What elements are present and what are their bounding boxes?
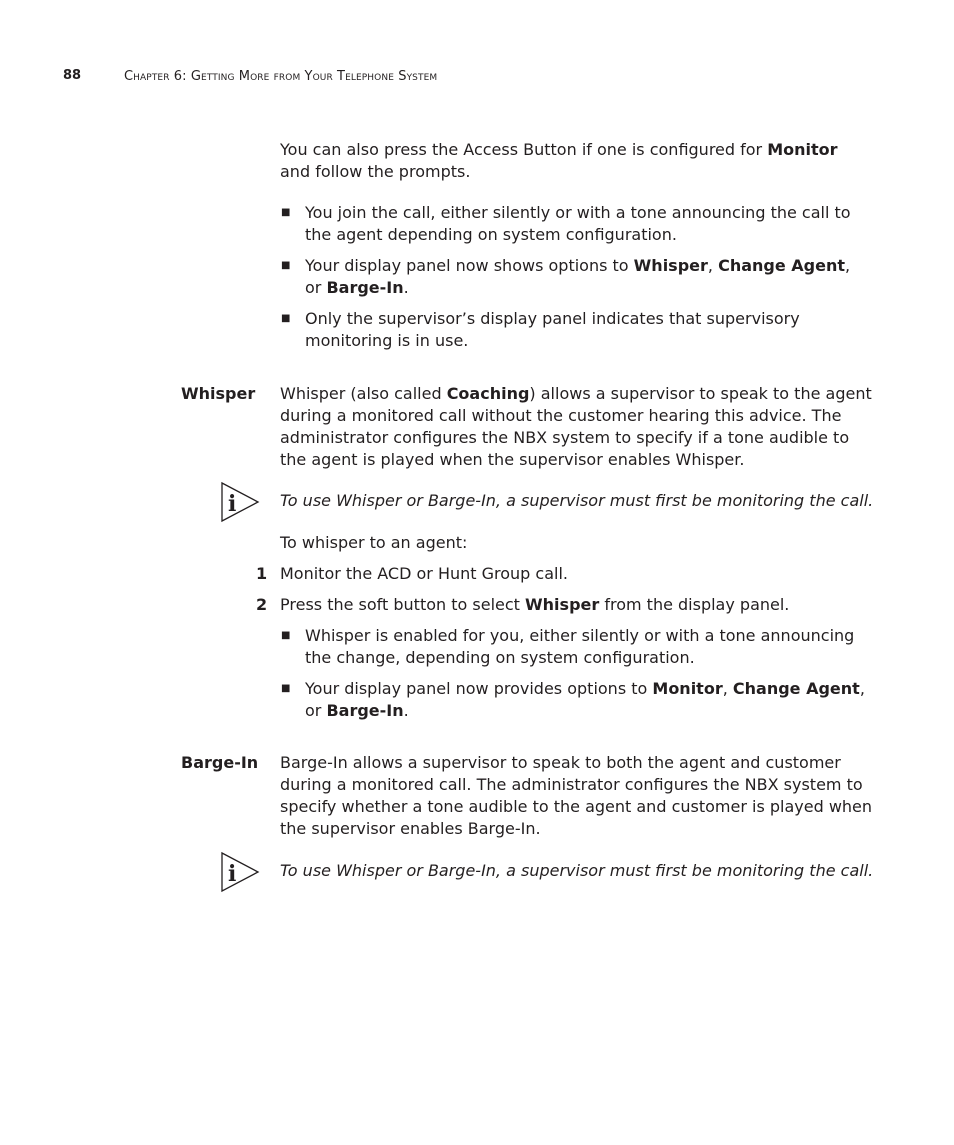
option-change-agent: Change Agent — [732, 679, 860, 698]
step-number: 1 — [256, 564, 268, 583]
list-item-text: or — [305, 278, 327, 297]
paragraph-line: specify whether a tone audible to the agent and customer is played when — [280, 797, 873, 816]
page-number: 88 — [63, 68, 82, 83]
separator: , — [859, 679, 865, 698]
paragraph-text: Whisper (also called — [280, 384, 447, 403]
option-barge-in: Barge-In — [326, 278, 404, 297]
separator: , — [707, 256, 719, 275]
section-heading-barge-in: Barge-In — [181, 753, 259, 772]
info-icon — [219, 851, 261, 893]
intro-bold-monitor: Monitor — [767, 140, 838, 159]
list-item — [305, 678, 875, 722]
list-item-text: or — [305, 701, 327, 720]
paragraph-line: during a monitored call without the customer hearing this advice. The — [280, 406, 842, 425]
note-text: To use Whisper or Barge-In, a supervisor must first be monitoring the call. — [280, 491, 874, 510]
separator: , — [722, 679, 733, 698]
list-item-text: Your display panel now provides options to — [305, 679, 653, 698]
paragraph-line: Barge-In allows a supervisor to speak to both the agent and customer — [280, 753, 841, 772]
paragraph-text: ) allows a supervisor to speak to the agent — [529, 384, 872, 403]
chapter-title: Chapter 6: Getting More from Your Telephone System — [124, 69, 438, 84]
list-item — [305, 308, 875, 352]
paragraph-line: the supervisor enables Barge-In. — [280, 819, 541, 838]
list-item-line: the change, depending on system configuration. — [305, 648, 695, 667]
option-barge-in: Barge-In — [326, 701, 404, 720]
steps-intro: To whisper to an agent: — [280, 533, 468, 552]
paragraph-line: during a monitored call. The administrator configures the NBX system to — [280, 775, 863, 794]
svg-text:i: i — [228, 491, 237, 517]
intro-text: You can also press the Access Button if one is configured for — [280, 140, 768, 159]
period: . — [403, 701, 409, 720]
paragraph-line: administrator configures the NBX system to specify if a tone audible to — [280, 428, 850, 447]
step-text: Monitor the ACD or Hunt Group call. — [280, 564, 568, 583]
bullet-marker: ■ — [281, 630, 291, 641]
term-coaching: Coaching — [446, 384, 530, 403]
list-item — [305, 255, 875, 299]
step-text-part: Press the soft button to select — [280, 595, 526, 614]
list-item-line: Only the supervisor’s display panel indicates that supervisory — [305, 309, 800, 328]
bullet-marker: ■ — [281, 207, 291, 218]
option-change-agent: Change Agent — [718, 256, 845, 275]
list-item-line: monitoring is in use. — [305, 331, 469, 350]
step-text-part: from the display panel. — [599, 595, 790, 614]
intro-text-2: and follow the prompts. — [280, 162, 471, 181]
step-text — [280, 594, 880, 616]
bullet-marker: ■ — [281, 260, 291, 271]
separator: , — [845, 256, 851, 275]
list-item-line: Whisper is enabled for you, either silently or with a tone announcing — [305, 626, 855, 645]
note-text: To use Whisper or Barge-In, a supervisor must first be monitoring the call. — [280, 861, 874, 880]
paragraph-line: the agent is played when the supervisor enables Whisper. — [280, 450, 745, 469]
option-whisper: Whisper — [633, 256, 708, 275]
barge-in-paragraph — [280, 752, 880, 840]
intro-paragraph — [280, 139, 880, 183]
option-monitor: Monitor — [652, 679, 723, 698]
list-item-line: You join the call, either silently or with a tone announcing the call to — [305, 203, 851, 222]
bullet-marker: ■ — [281, 683, 291, 694]
list-item — [305, 202, 875, 246]
svg-text:i: i — [228, 861, 237, 887]
step-number: 2 — [256, 595, 268, 614]
option-whisper: Whisper — [525, 595, 600, 614]
list-item — [305, 625, 875, 669]
bullet-marker: ■ — [281, 313, 291, 324]
whisper-paragraph — [280, 383, 880, 471]
list-item-text: Your display panel now shows options to — [305, 256, 634, 275]
info-icon — [219, 481, 261, 523]
section-heading-whisper: Whisper — [181, 384, 256, 403]
period: . — [403, 278, 409, 297]
list-item-line: the agent depending on system configuration. — [305, 225, 677, 244]
